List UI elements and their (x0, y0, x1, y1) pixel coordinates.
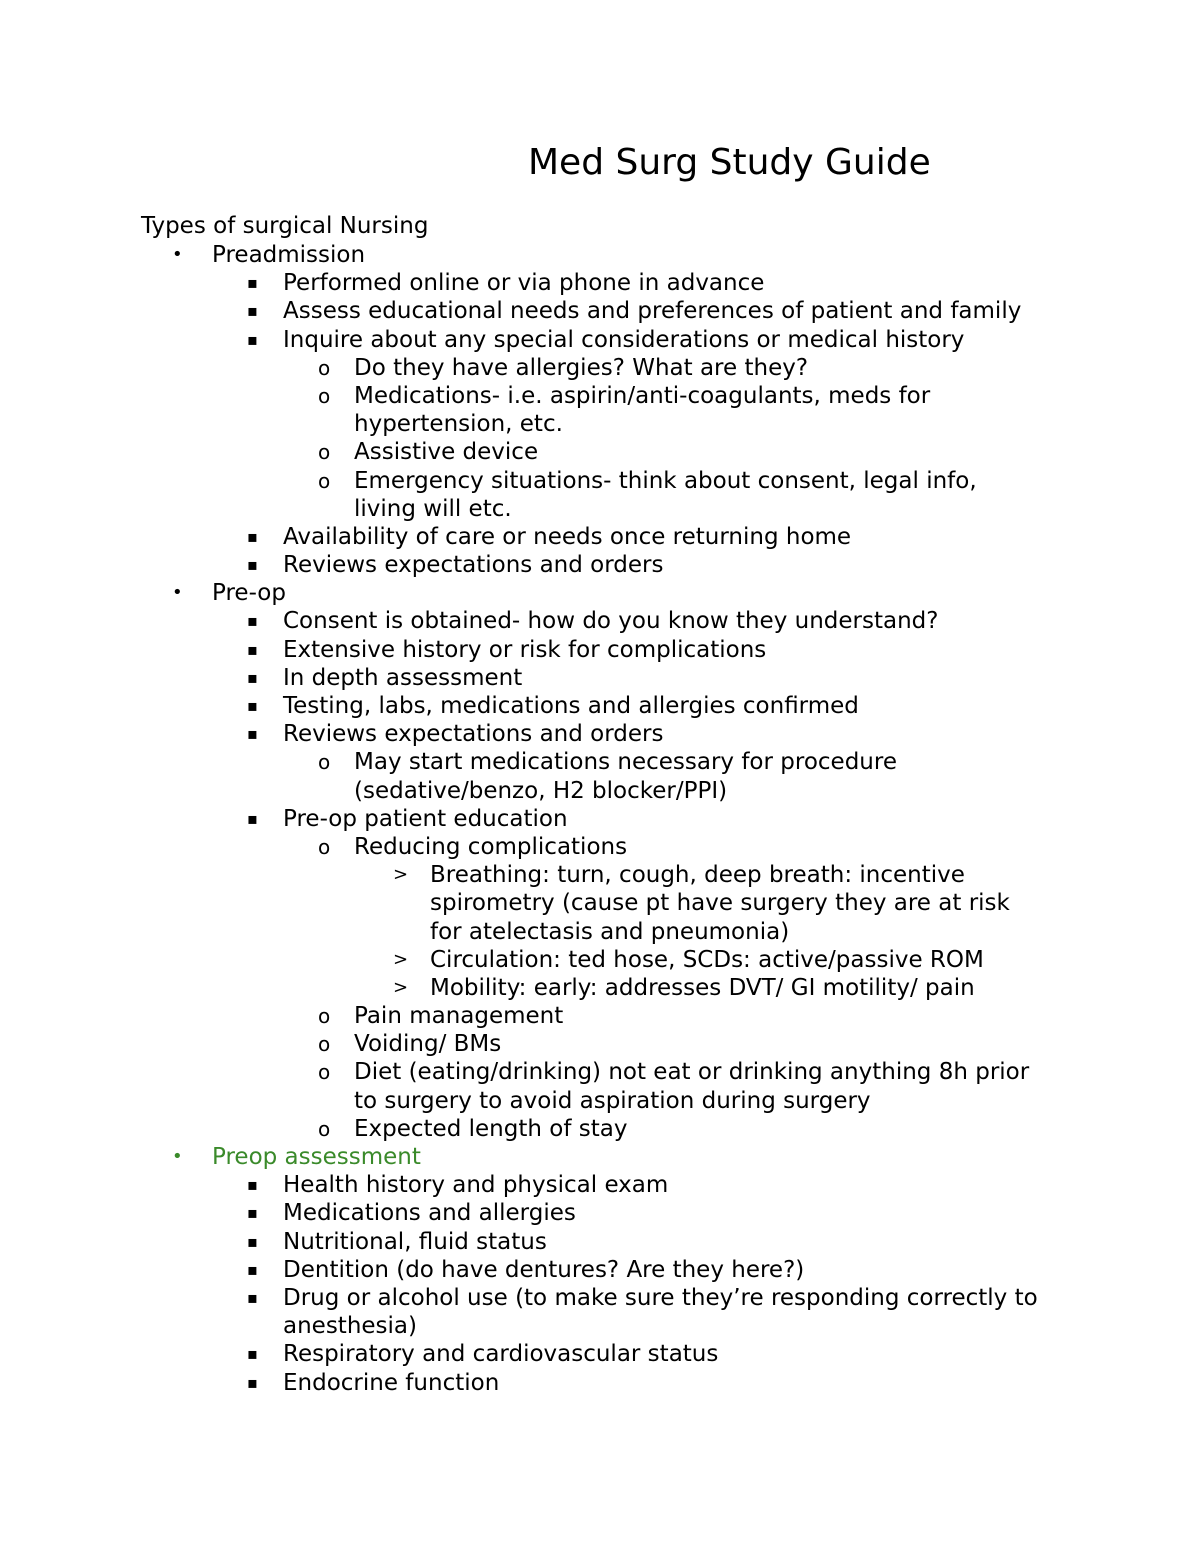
bullet-marker: o (318, 468, 331, 493)
bullet-marker: ▪ (247, 526, 258, 546)
list-item (0, 748, 1200, 776)
list-item-text: Health history and physical exam (283, 1172, 669, 1199)
bullet-marker: ▪ (247, 639, 258, 659)
bullet-marker: ▪ (247, 301, 258, 321)
list-item-text: Pain management (354, 1003, 564, 1030)
bullet-marker: ▪ (247, 1287, 258, 1307)
list-item (0, 326, 1200, 354)
list-item (0, 354, 1200, 382)
list-item (0, 974, 1200, 1002)
list-item (0, 523, 1200, 551)
bullet-marker: > (393, 864, 409, 886)
list-item (0, 861, 1200, 889)
list-item-text: Pre-op patient education (283, 805, 568, 832)
list-item-text: living will etc. (354, 495, 512, 522)
bullet-marker: ▪ (247, 1203, 258, 1223)
list-item (0, 269, 1200, 297)
list-item-text: spirometry (cause pt have surgery they are at risk (430, 890, 1010, 917)
list-item-text: Circulation: ted hose, SCDs: active/passive ROM (430, 946, 984, 973)
bullet-marker: o (318, 440, 331, 465)
list-item (0, 1284, 1200, 1312)
list-item (0, 946, 1200, 974)
list-item-text: Preop assessment (212, 1144, 421, 1170)
bullet-marker: ▪ (247, 808, 258, 828)
document-title: Med Surg Study Guide (528, 142, 931, 183)
bullet-marker: ▪ (247, 1175, 258, 1195)
list-item (0, 692, 1200, 720)
list-item-text: Reviews expectations and orders (283, 721, 664, 748)
list-item-text: In depth assessment (283, 664, 523, 691)
list-item-text: Respiratory and cardiovascular status (283, 1341, 719, 1368)
list-item (0, 1369, 1200, 1397)
list-item-text: hypertension, etc. (354, 411, 563, 438)
bullet-marker: o (318, 355, 331, 380)
list-item (0, 579, 1200, 607)
bullet-marker: • (172, 1146, 183, 1167)
list-item (0, 607, 1200, 635)
list-item (0, 241, 1200, 269)
list-item-text: Emergency situations- think about consent, legal info, (354, 467, 977, 494)
list-item-text: Reducing complications (354, 833, 628, 860)
list-item (0, 1058, 1200, 1086)
bullet-marker: ▪ (247, 611, 258, 631)
list-item-text: Expected length of stay (354, 1115, 628, 1142)
list-item-highlighted (0, 1143, 1200, 1171)
list-item-continuation (0, 1087, 1200, 1115)
list-item (0, 664, 1200, 692)
list-item (0, 551, 1200, 579)
bullet-marker: > (393, 976, 409, 998)
list-item-text: Medications- i.e. aspirin/anti-coagulants, meds for (354, 382, 931, 409)
list-item-text: Preadmission (212, 242, 366, 268)
list-item (0, 1171, 1200, 1199)
list-item-text: Reviews expectations and orders (283, 552, 664, 579)
list-item-continuation (0, 495, 1200, 523)
bullet-marker: o (318, 1004, 331, 1029)
bullet-marker: ▪ (247, 555, 258, 575)
bullet-marker: o (318, 750, 331, 775)
list-item-text: to surgery to avoid aspiration during surgery (354, 1087, 871, 1114)
list-item (0, 438, 1200, 466)
list-item-text: Assistive device (354, 439, 539, 466)
bullet-marker: ▪ (247, 1259, 258, 1279)
list-item-text: Endocrine function (283, 1369, 500, 1396)
bullet-marker: o (318, 383, 331, 408)
list-item (0, 1340, 1200, 1368)
list-item-text: Breathing: turn, cough, deep breath: incentive (430, 862, 965, 889)
list-item (0, 1199, 1200, 1227)
list-item-text: Do they have allergies? What are they? (354, 354, 809, 381)
list-item-text: Dentition (do have dentures? Are they here?) (283, 1256, 805, 1283)
list-item-text: Medications and allergies (283, 1200, 576, 1227)
list-item (0, 833, 1200, 861)
list-item-continuation (0, 918, 1200, 946)
list-item-continuation (0, 777, 1200, 805)
list-item-text: Assess educational needs and preferences of patient and family (283, 298, 1022, 325)
list-item (0, 805, 1200, 833)
bullet-marker: • (172, 244, 183, 265)
bullet-marker: o (318, 834, 331, 859)
list-item (0, 720, 1200, 748)
list-item (0, 1002, 1200, 1030)
bullet-marker: o (318, 1032, 331, 1057)
bullet-marker: ▪ (247, 273, 258, 293)
list-item-text: Testing, labs, medications and allergies confirmed (283, 693, 859, 719)
list-item-text: Drug or alcohol use (to make sure they’re responding correctly to (283, 1284, 1038, 1311)
outline-list (0, 241, 1200, 1397)
bullet-marker: ▪ (247, 329, 258, 349)
list-item-continuation (0, 889, 1200, 917)
list-item-text: anesthesia) (283, 1313, 417, 1340)
list-item (0, 297, 1200, 325)
list-item-text: Availability of care or needs once returning home (283, 523, 852, 550)
list-item-text: Voiding/ BMs (354, 1031, 502, 1058)
bullet-marker: ▪ (247, 1372, 258, 1392)
list-item-text: Performed online or via phone in advance (283, 270, 765, 297)
list-item-text: Diet (eating/drinking) not eat or drinking anything 8h prior (354, 1059, 1030, 1086)
bullet-marker: ▪ (247, 696, 258, 715)
list-item-text: May start medications necessary for procedure (354, 749, 897, 776)
list-item (0, 1115, 1200, 1143)
list-item (0, 1228, 1200, 1256)
list-item (0, 1256, 1200, 1284)
section-heading: Types of surgical Nursing (141, 213, 429, 239)
list-item-text: Nutritional, fluid status (283, 1228, 547, 1255)
bullet-marker: ▪ (247, 667, 258, 687)
bullet-marker: o (318, 1116, 331, 1141)
list-item-text: Pre-op (212, 580, 286, 607)
list-item (0, 382, 1200, 410)
list-item (0, 1030, 1200, 1058)
list-item-text: (sedative/benzo, H2 blocker/PPI) (354, 777, 728, 804)
bullet-marker: > (393, 948, 409, 970)
list-item-text: Consent is obtained- how do you know they understand? (283, 608, 939, 635)
list-item-continuation (0, 1312, 1200, 1340)
bullet-marker: ▪ (247, 1231, 258, 1251)
list-item-text: Inquire about any special considerations or medical history (283, 326, 965, 353)
bullet-marker: o (318, 1060, 331, 1085)
list-item-text: for atelectasis and pneumonia) (430, 918, 790, 945)
bullet-marker: • (172, 582, 183, 604)
list-item-continuation (0, 410, 1200, 438)
list-item-text: Extensive history or risk for complications (283, 636, 767, 663)
list-item (0, 636, 1200, 664)
bullet-marker: ▪ (247, 1344, 258, 1364)
list-item (0, 467, 1200, 495)
bullet-marker: ▪ (247, 724, 258, 744)
list-item-text: Mobility: early: addresses DVT/ GI motility/ pain (430, 974, 975, 1001)
